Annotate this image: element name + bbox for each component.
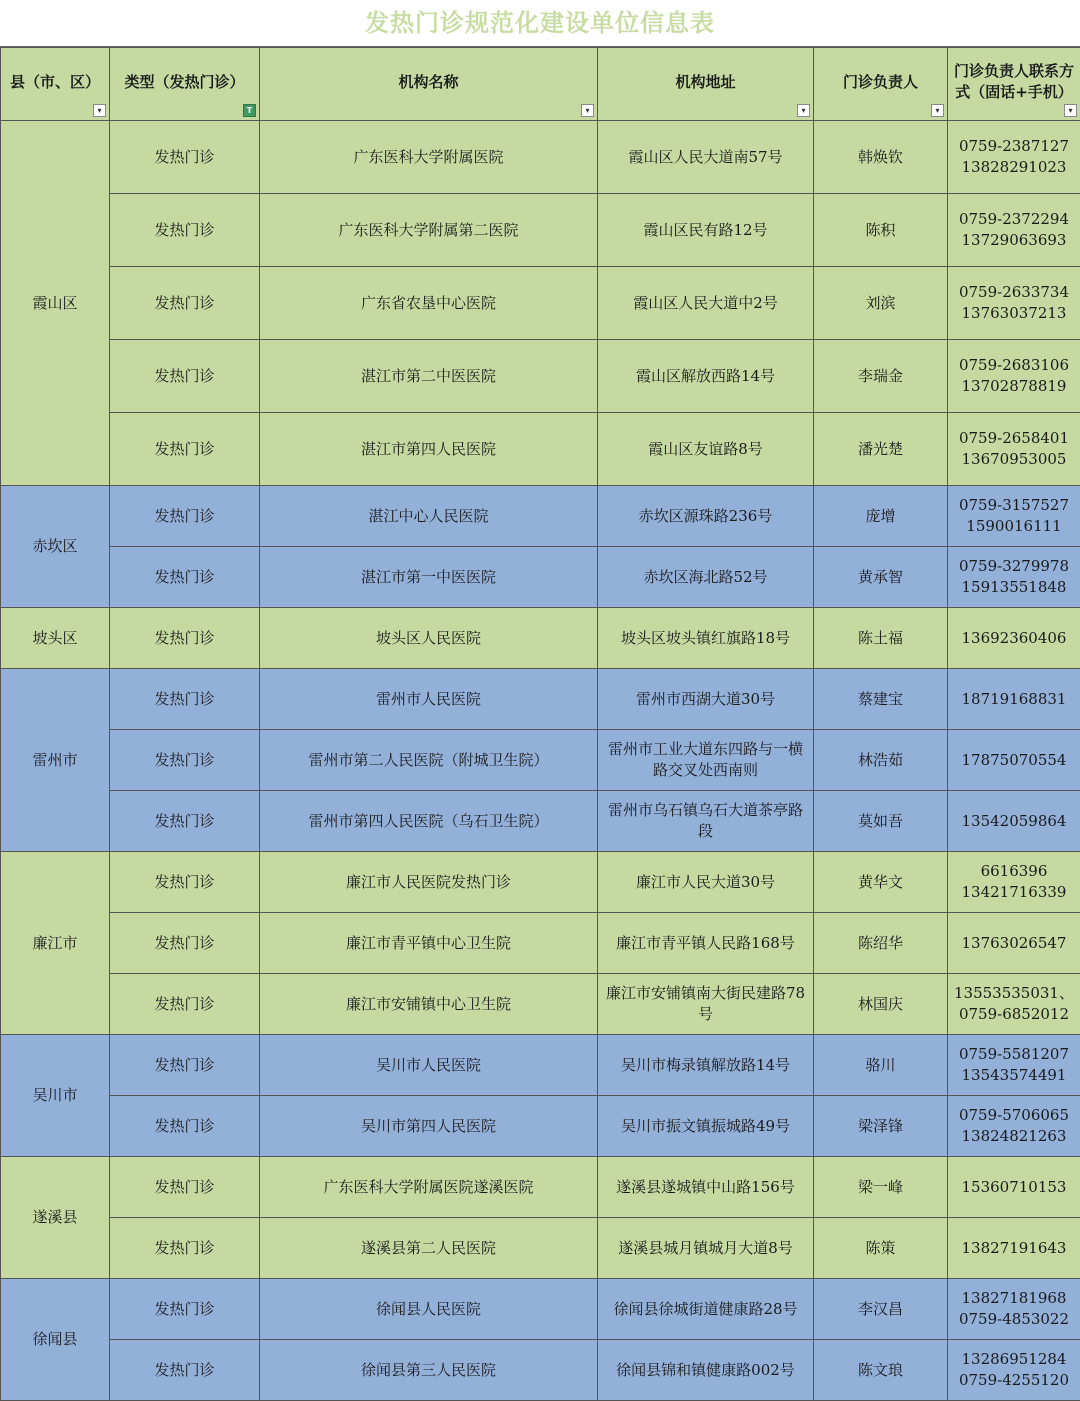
phone-cell: 6616396 13421716339 — [948, 852, 1080, 913]
phone-cell: 0759-2633734 13763037213 — [948, 267, 1080, 340]
table-row — [1, 121, 1080, 194]
address-cell: 霞山区人民大道南57号 — [598, 121, 814, 194]
phone-cell: 13692360406 — [948, 608, 1080, 669]
address-cell: 廉江市青平镇人民路168号 — [598, 913, 814, 974]
address-cell: 霞山区友谊路8号 — [598, 413, 814, 486]
address-cell: 霞山区解放西路14号 — [598, 340, 814, 413]
head-cell: 黄承智 — [814, 547, 948, 608]
address-cell: 坡头区坡头镇红旗路18号 — [598, 608, 814, 669]
table-row — [1, 1279, 1080, 1340]
table-row — [1, 791, 1080, 852]
name-cell: 广东医科大学附属医院 — [260, 121, 598, 194]
county-cell: 坡头区 — [1, 608, 110, 669]
address-cell: 遂溪县城月镇城月大道8号 — [598, 1218, 814, 1279]
address-cell: 雷州市西湖大道30号 — [598, 669, 814, 730]
table-row — [1, 669, 1080, 730]
type-cell: 发热门诊 — [110, 413, 260, 486]
name-cell: 廉江市安铺镇中心卫生院 — [260, 974, 598, 1035]
phone-cell: 0759-3279978 15913551848 — [948, 547, 1080, 608]
phone-cell: 0759-3157527 1590016111 — [948, 486, 1080, 547]
name-cell: 湛江市第一中医医院 — [260, 547, 598, 608]
head-cell: 庞增 — [814, 486, 948, 547]
address-cell: 吴川市振文镇振城路49号 — [598, 1096, 814, 1157]
name-cell: 湛江市第二中医医院 — [260, 340, 598, 413]
address-cell: 雷州市乌石镇乌石大道茶亭路段 — [598, 791, 814, 852]
info-table — [0, 47, 1080, 1401]
county-cell: 廉江市 — [1, 852, 110, 1035]
head-cell: 黄华文 — [814, 852, 948, 913]
type-cell: 发热门诊 — [110, 486, 260, 547]
phone-cell: 13286951284 0759-4255120 — [948, 1340, 1080, 1401]
table-row — [1, 608, 1080, 669]
address-cell: 赤坎区海北路52号 — [598, 547, 814, 608]
phone-cell: 13553535031、 0759-6852012 — [948, 974, 1080, 1035]
table-row — [1, 852, 1080, 913]
table-row — [1, 413, 1080, 486]
address-cell: 徐闻县锦和镇健康路002号 — [598, 1340, 814, 1401]
county-cell: 吴川市 — [1, 1035, 110, 1157]
phone-cell: 13763026547 — [948, 913, 1080, 974]
head-cell: 林浩茹 — [814, 730, 948, 791]
phone-cell: 0759-2683106 13702878819 — [948, 340, 1080, 413]
name-cell: 廉江市青平镇中心卫生院 — [260, 913, 598, 974]
type-cell: 发热门诊 — [110, 608, 260, 669]
table-row — [1, 913, 1080, 974]
type-cell: 发热门诊 — [110, 547, 260, 608]
phone-cell: 13827191643 — [948, 1218, 1080, 1279]
page-title: 发热门诊规范化建设单位信息表 — [0, 0, 1080, 47]
type-cell: 发热门诊 — [110, 1218, 260, 1279]
phone-cell: 0759-2387127 13828291023 — [948, 121, 1080, 194]
county-cell: 雷州市 — [1, 669, 110, 852]
type-cell: 发热门诊 — [110, 669, 260, 730]
type-cell: 发热门诊 — [110, 1279, 260, 1340]
filter-active-icon[interactable]: T — [243, 104, 256, 117]
name-cell: 湛江中心人民医院 — [260, 486, 598, 547]
phone-cell: 13827181968 0759-4853022 — [948, 1279, 1080, 1340]
name-cell: 吴川市人民医院 — [260, 1035, 598, 1096]
name-cell: 坡头区人民医院 — [260, 608, 598, 669]
address-cell: 廉江市人民大道30号 — [598, 852, 814, 913]
table-row — [1, 340, 1080, 413]
type-cell: 发热门诊 — [110, 852, 260, 913]
head-cell: 陈绍华 — [814, 913, 948, 974]
phone-cell: 17875070554 — [948, 730, 1080, 791]
county-cell: 徐闻县 — [1, 1279, 110, 1401]
name-cell: 雷州市第四人民医院（乌石卫生院） — [260, 791, 598, 852]
address-cell: 赤坎区源珠路236号 — [598, 486, 814, 547]
address-cell: 吴川市梅录镇解放路14号 — [598, 1035, 814, 1096]
head-cell: 陈土福 — [814, 608, 948, 669]
header-head: 门诊负责人 ▾ — [814, 48, 948, 121]
type-cell: 发热门诊 — [110, 1340, 260, 1401]
address-cell: 遂溪县遂城镇中山路156号 — [598, 1157, 814, 1218]
filter-dropdown-icon[interactable]: ▾ — [93, 104, 106, 117]
filter-dropdown-icon[interactable]: ▾ — [581, 104, 594, 117]
table-row — [1, 974, 1080, 1035]
county-cell: 霞山区 — [1, 121, 110, 486]
type-cell: 发热门诊 — [110, 1035, 260, 1096]
phone-cell: 15360710153 — [948, 1157, 1080, 1218]
table-row — [1, 1157, 1080, 1218]
address-cell: 霞山区人民大道中2号 — [598, 267, 814, 340]
table-row — [1, 1035, 1080, 1096]
head-cell: 潘光楚 — [814, 413, 948, 486]
table-body — [1, 121, 1080, 1401]
name-cell: 徐闻县人民医院 — [260, 1279, 598, 1340]
type-cell: 发热门诊 — [110, 340, 260, 413]
type-cell: 发热门诊 — [110, 1096, 260, 1157]
name-cell: 广东省农垦中心医院 — [260, 267, 598, 340]
head-cell: 李瑞金 — [814, 340, 948, 413]
address-cell: 霞山区民有路12号 — [598, 194, 814, 267]
filter-dropdown-icon[interactable]: ▾ — [797, 104, 810, 117]
head-cell: 骆川 — [814, 1035, 948, 1096]
type-cell: 发热门诊 — [110, 1157, 260, 1218]
table-row — [1, 730, 1080, 791]
type-cell: 发热门诊 — [110, 974, 260, 1035]
head-cell: 蔡建宝 — [814, 669, 948, 730]
address-cell: 徐闻县徐城街道健康路28号 — [598, 1279, 814, 1340]
phone-cell: 0759-5581207 13543574491 — [948, 1035, 1080, 1096]
table-row — [1, 547, 1080, 608]
name-cell: 广东医科大学附属医院遂溪医院 — [260, 1157, 598, 1218]
name-cell: 徐闻县第三人民医院 — [260, 1340, 598, 1401]
phone-cell: 0759-2658401 13670953005 — [948, 413, 1080, 486]
header-phone: 门诊负责人联系方式（固话+手机） ▾ — [948, 48, 1080, 121]
name-cell: 雷州市人民医院 — [260, 669, 598, 730]
table-row — [1, 1340, 1080, 1401]
type-cell: 发热门诊 — [110, 121, 260, 194]
table-row — [1, 486, 1080, 547]
header-type: 类型（发热门诊） T — [110, 48, 260, 121]
table-row — [1, 267, 1080, 340]
header-name: 机构名称 ▾ — [260, 48, 598, 121]
table-row — [1, 1096, 1080, 1157]
phone-cell: 13542059864 — [948, 791, 1080, 852]
head-cell: 陈文琅 — [814, 1340, 948, 1401]
head-cell: 韩焕钦 — [814, 121, 948, 194]
name-cell: 广东医科大学附属第二医院 — [260, 194, 598, 267]
phone-cell: 0759-2372294 13729063693 — [948, 194, 1080, 267]
address-cell: 雷州市工业大道东四路与一横路交叉处西南则 — [598, 730, 814, 791]
name-cell: 遂溪县第二人民医院 — [260, 1218, 598, 1279]
head-cell: 刘滨 — [814, 267, 948, 340]
phone-cell: 18719168831 — [948, 669, 1080, 730]
type-cell: 发热门诊 — [110, 913, 260, 974]
type-cell: 发热门诊 — [110, 791, 260, 852]
head-cell: 梁泽锋 — [814, 1096, 948, 1157]
phone-cell: 0759-5706065 13824821263 — [948, 1096, 1080, 1157]
address-cell: 廉江市安铺镇南大街民建路78号 — [598, 974, 814, 1035]
name-cell: 吴川市第四人民医院 — [260, 1096, 598, 1157]
filter-dropdown-icon[interactable]: ▾ — [1064, 104, 1077, 117]
name-cell: 廉江市人民医院发热门诊 — [260, 852, 598, 913]
county-cell: 遂溪县 — [1, 1157, 110, 1279]
head-cell: 梁一峰 — [814, 1157, 948, 1218]
type-cell: 发热门诊 — [110, 194, 260, 267]
head-cell: 莫如吾 — [814, 791, 948, 852]
header-address: 机构地址 ▾ — [598, 48, 814, 121]
type-cell: 发热门诊 — [110, 730, 260, 791]
head-cell: 陈策 — [814, 1218, 948, 1279]
name-cell: 雷州市第二人民医院（附城卫生院） — [260, 730, 598, 791]
table-row — [1, 194, 1080, 267]
header-county: 县（市、区） ▾ — [1, 48, 110, 121]
table-row — [1, 1218, 1080, 1279]
head-cell: 李汉昌 — [814, 1279, 948, 1340]
name-cell: 湛江市第四人民医院 — [260, 413, 598, 486]
county-cell: 赤坎区 — [1, 486, 110, 608]
head-cell: 林国庆 — [814, 974, 948, 1035]
type-cell: 发热门诊 — [110, 267, 260, 340]
head-cell: 陈积 — [814, 194, 948, 267]
filter-dropdown-icon[interactable]: ▾ — [931, 104, 944, 117]
